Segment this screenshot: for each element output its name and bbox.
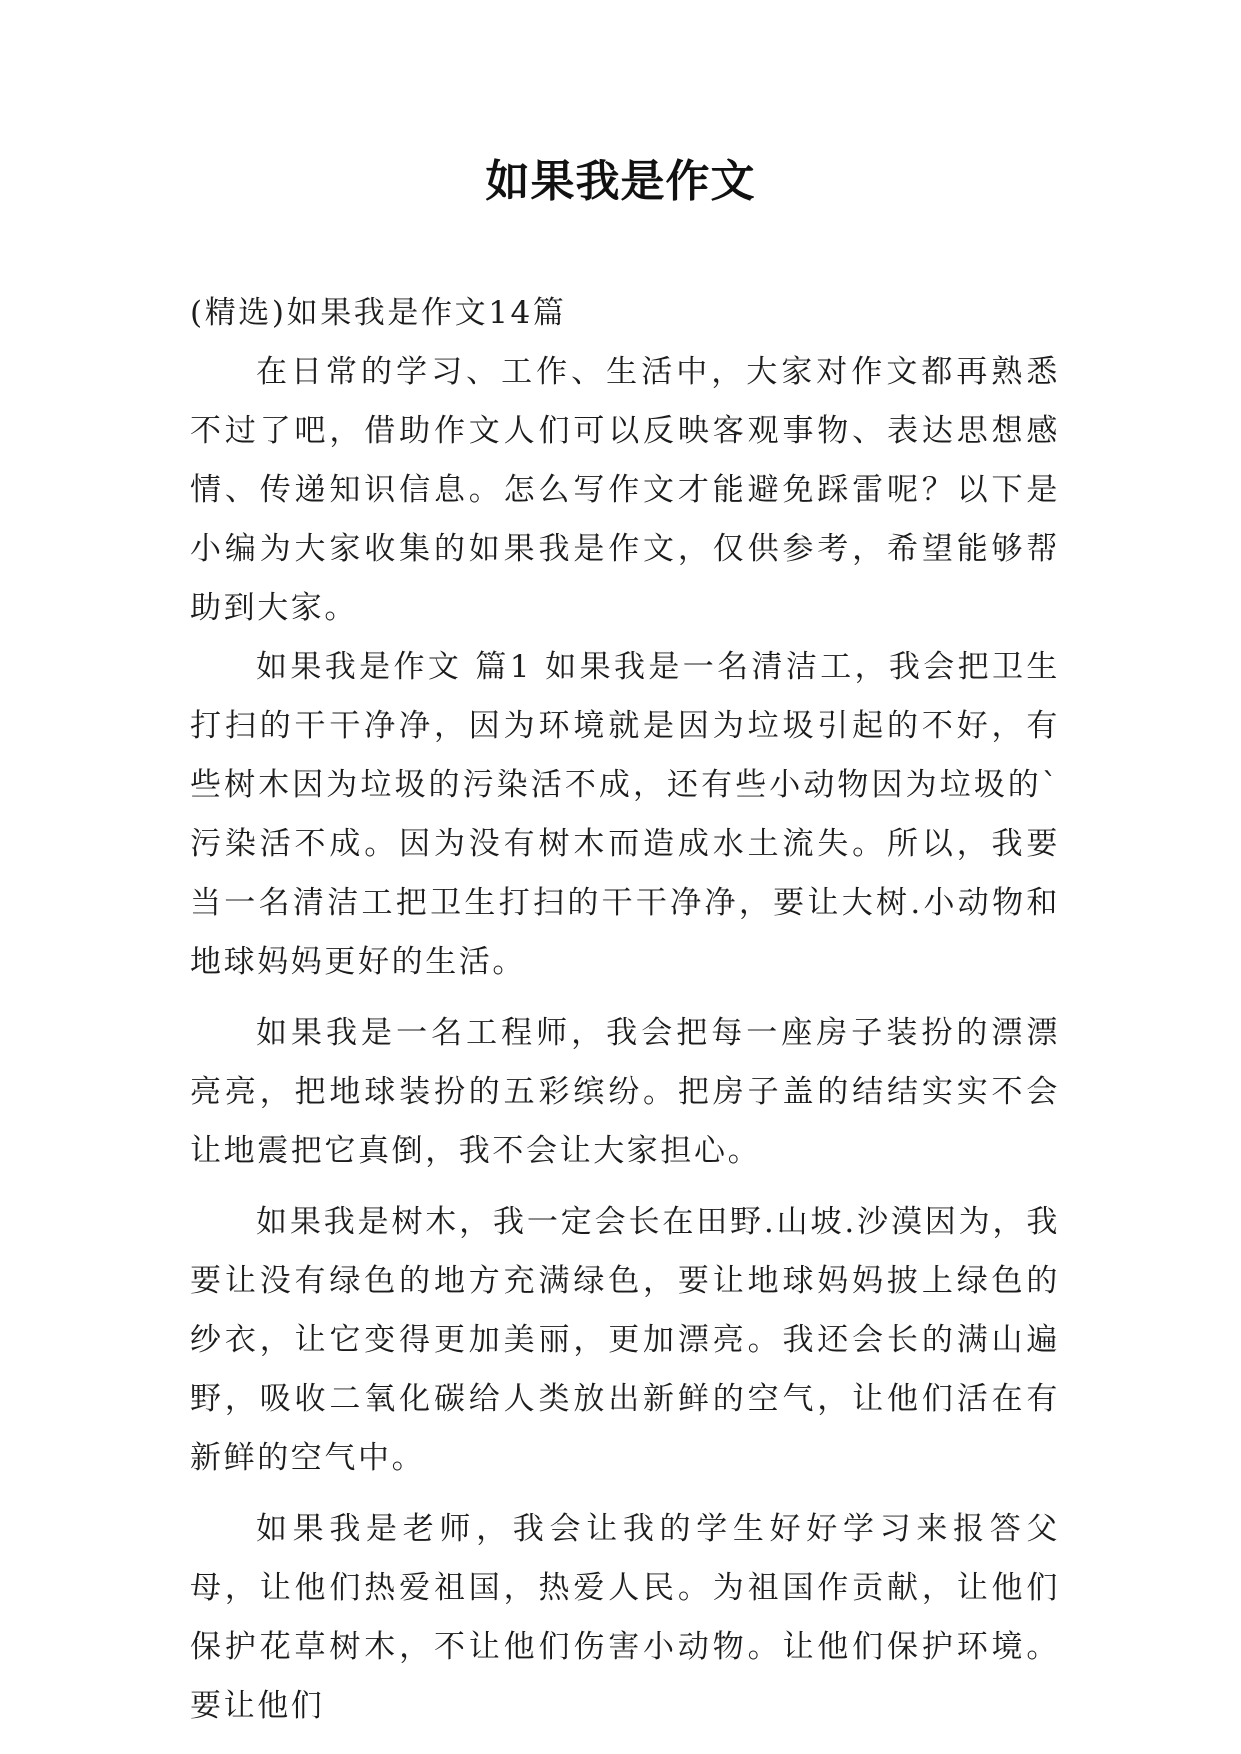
- paragraph-teacher: 如果我是老师，我会让我的学生好好学习来报答父母，让他们热爱祖国，热爱人民。为祖国作贡献，让他们保护花草树木，不让他们伤害小动物。让他们保护环境。要让他们: [190, 1511, 1060, 1724]
- paragraph-essay-1-cleaner: 如果我是作文 篇1 如果我是一名清洁工，我会把卫生打扫的干干净净，因为环境就是因为垃圾引起的不好，有些树木因为垃圾的污染活不成，还有些小动物因为垃圾的`污染活不成。因为没有树木而造成水土流失。所以，我要当一名清洁工把卫生打扫的干干净净，要让大树.小动物和地球妈妈更好的生活。: [190, 649, 1060, 980]
- document-body: [190, 284, 1060, 1736]
- paragraph-tree: 如果我是树木，我一定会长在田野.山坡.沙漠因为，我要让没有绿色的地方充满绿色，要让地球妈妈披上绿色的纱衣，让它变得更加美丽，更加漂亮。我还会长的满山遍野，吸收二氧化碳给人类放出新鲜的空气，让他们活在有新鲜的空气中。: [190, 1204, 1060, 1476]
- paragraph-intro: 在日常的学习、工作、生活中，大家对作文都再熟悉不过了吧，借助作文人们可以反映客观事物、表达思想感情、传递知识信息。怎么写作文才能避免踩雷呢？以下是小编为大家收集的如果我是作文，仅供参考，希望能够帮助到大家。: [190, 354, 1060, 626]
- paragraph-subtitle: (精选)如果我是作文14篇: [190, 295, 567, 331]
- document-title: 如果我是作文: [485, 156, 756, 207]
- paragraph-engineer: 如果我是一名工程师，我会把每一座房子装扮的漂漂亮亮，把地球装扮的五彩缤纷。把房子盖的结结实实不会让地震把它真倒，我不会让大家担心。: [190, 1015, 1060, 1169]
